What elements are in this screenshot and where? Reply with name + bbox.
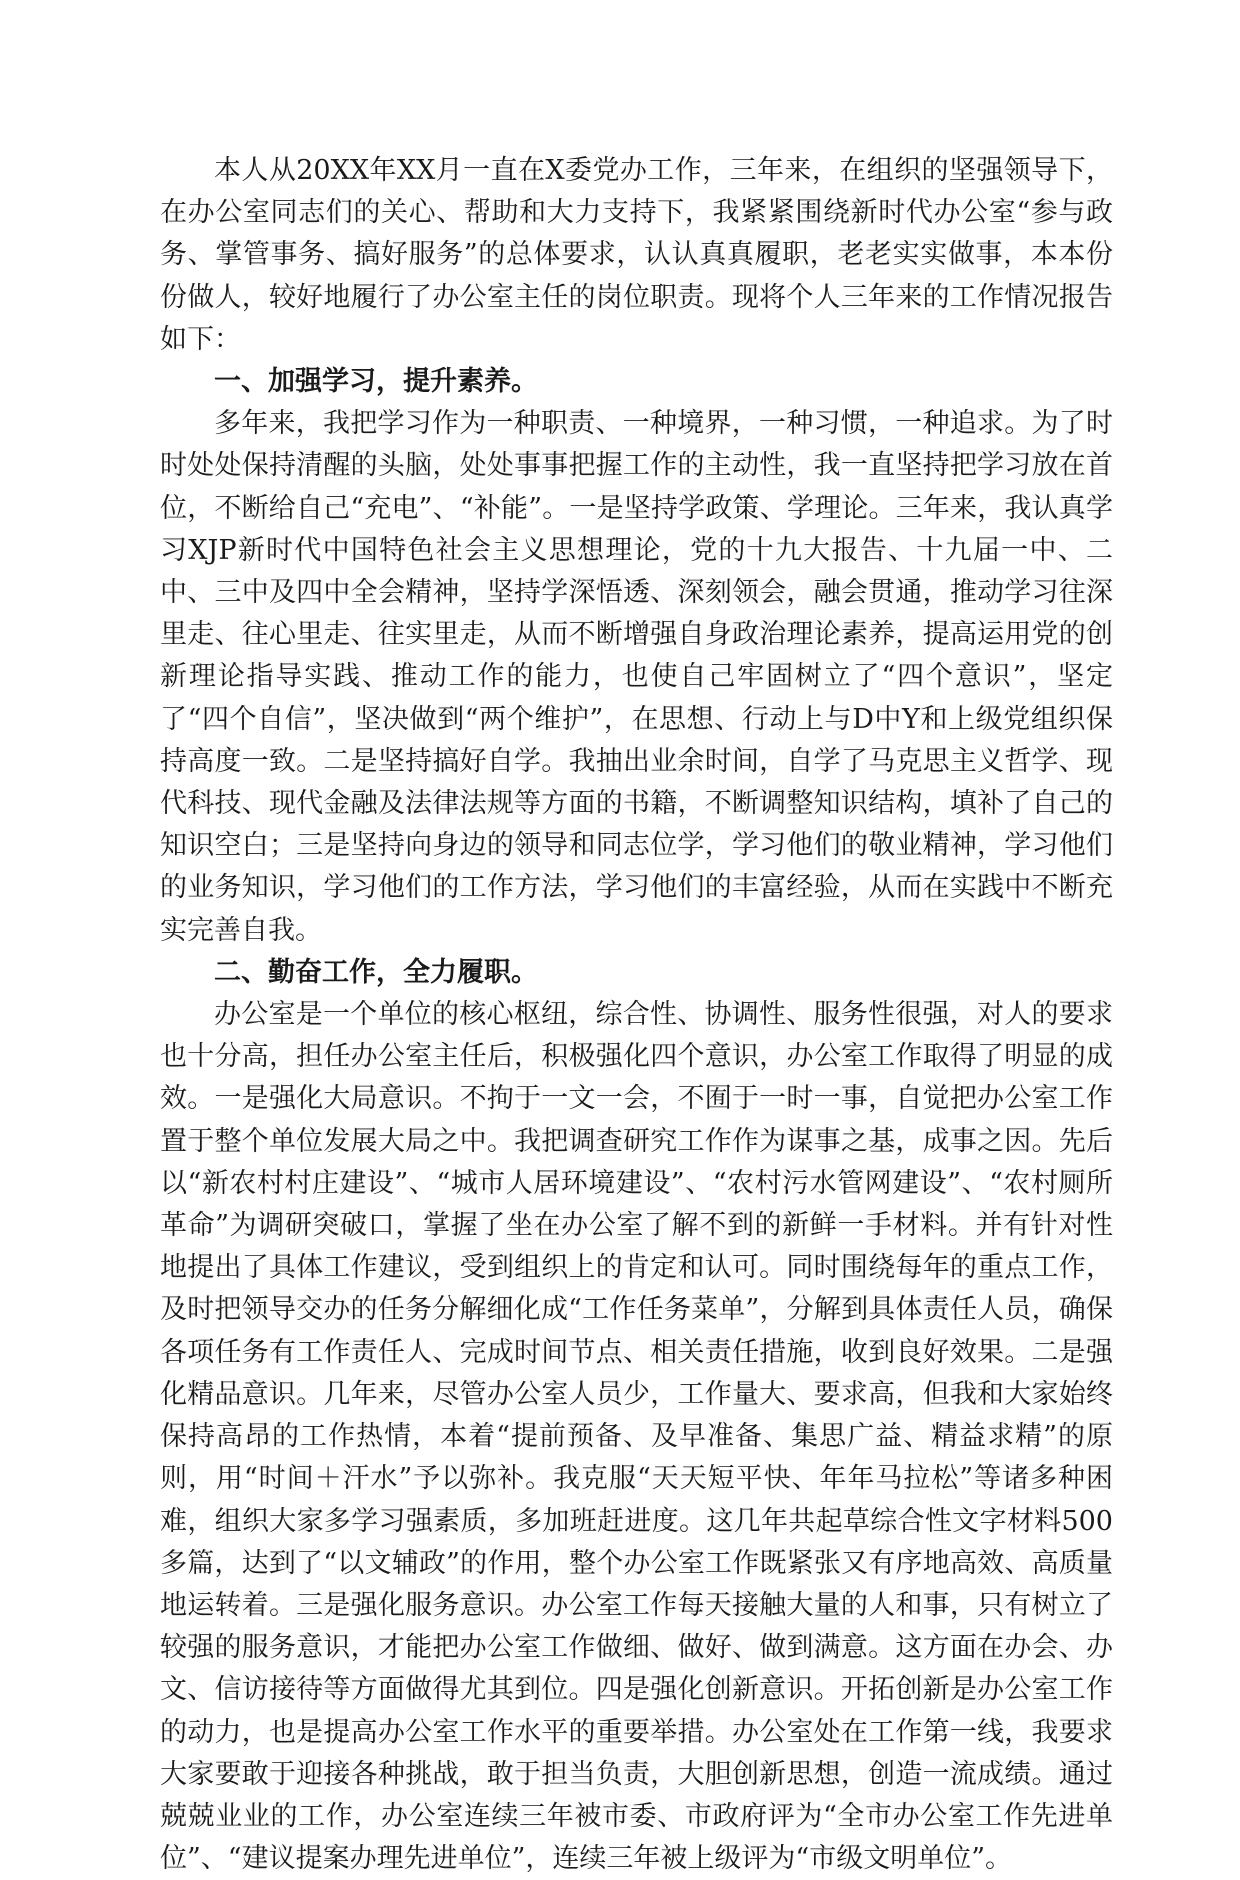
section-heading-study: 一、加强学习，提升素养。 bbox=[214, 366, 538, 398]
section-body-study: 多年来，我把学习作为一种职责、一种境界，一种习惯，一种追求。为了时时处处保持清醒的头脑，处处事事把握工作的主动性，我一直坚持把学习放在首位，不断给自己“充电”、“补能”。一是坚持学政策、学理论。三年来，我认真学习XJP新时代中国特色社会主义思想理论，党的十九大报告、十九届一中、二中、三中及四中全会精神，坚持学深悟透、深刻领会，融会贯通，推动学习往深里走、往心里走、往实里走，从而不断增强自身政治理论素养，提高运用党的创新理论指导实践、推动工作的能力，也使自己牢固树立了“四个意识”，坚定了“四个自信”，坚决做到“两个维护”，在思想、行动上与D中Y和上级党组织保持高度一致。二是坚持搞好自学。我抽出业余时间，自学了马克思主义哲学、现代科技、现代金融及法律法规等方面的书籍，不断调整知识结构，填补了自己的知识空白；三是坚持向身边的领导和同志位学，学习他们的敬业精神，学习他们的业务知识，学习他们的工作方法，学习他们的丰富经验，从而在实践中不断充实完善自我。 bbox=[160, 408, 1113, 946]
document-page bbox=[160, 150, 1113, 1880]
intro-paragraph: 本人从20XX年XX月一直在X委党办工作，三年来，在组织的坚强领导下，在办公室同志们的关心、帮助和大力支持下，我紧紧围绕新时代办公室“参与政务、掌管事务、搞好服务”的总体要求，认认真真履职，老老实实做事，本本份份做人，较好地履行了办公室主任的岗位职责。现将个人三年来的工作情况报告如下： bbox=[160, 155, 1113, 355]
section-heading-work: 二、勤奋工作，全力履职。 bbox=[214, 956, 538, 988]
section-body-work: 办公室是一个单位的核心枢纽，综合性、协调性、服务性很强，对人的要求也十分高，担任办公室主任后，积极强化四个意识，办公室工作取得了明显的成效。一是强化大局意识。不拘于一文一会，不囿于一时一事，自觉把办公室工作置于整个单位发展大局之中。我把调查研究工作作为谋事之基，成事之因。先后以“新农村村庄建设”、“城市人居环境建设”、“农村污水管网建设”、“农村厕所革命”为调研突破口，掌握了坐在办公室了解不到的新鲜一手材料。并有针对性地提出了具体工作建议，受到组织上的肯定和认可。同时围绕每年的重点工作，及时把领导交办的任务分解细化成“工作任务菜单”，分解到具体责任人员，确保各项任务有工作责任人、完成时间节点、相关责任措施，收到良好效果。二是强化精品意识。几年来，尽管办公室人员少，工作量大、要求高，但我和大家始终保持高昂的工作热情，本着“提前预备、及早准备、集思广益、精益求精”的原则，用“时间＋汗水”予以弥补。我克服“天天短平快、年年马拉松”等诸多种困难，组织大家多学习强素质，多加班赶进度。这几年共起草综合性文字材料500多篇，达到了“以文辅政”的作用，整个办公室工作既紧张又有序地高效、高质量地运转着。三是强化服务意识。办公室工作每天接触大量的人和事，只有树立了较强的服务意识，才能把办公室工作做细、做好、做到满意。这方面在办会、办文、信访接待等方面做得尤其到位。四是强化创新意识。开拓创新是办公室工作的动力，也是提高办公室工作水平的重要举措。办公室处在工作第一线，我要求大家要敢于迎接各种挑战，敢于担当负责，大胆创新思想，创造一流成绩。通过兢兢业业的工作，办公室连续三年被市委、市政府评为“全市办公室工作先进单位”、“建议提案办理先进单位”，连续三年被上级评为“市级文明单位”。 bbox=[160, 999, 1113, 1875]
